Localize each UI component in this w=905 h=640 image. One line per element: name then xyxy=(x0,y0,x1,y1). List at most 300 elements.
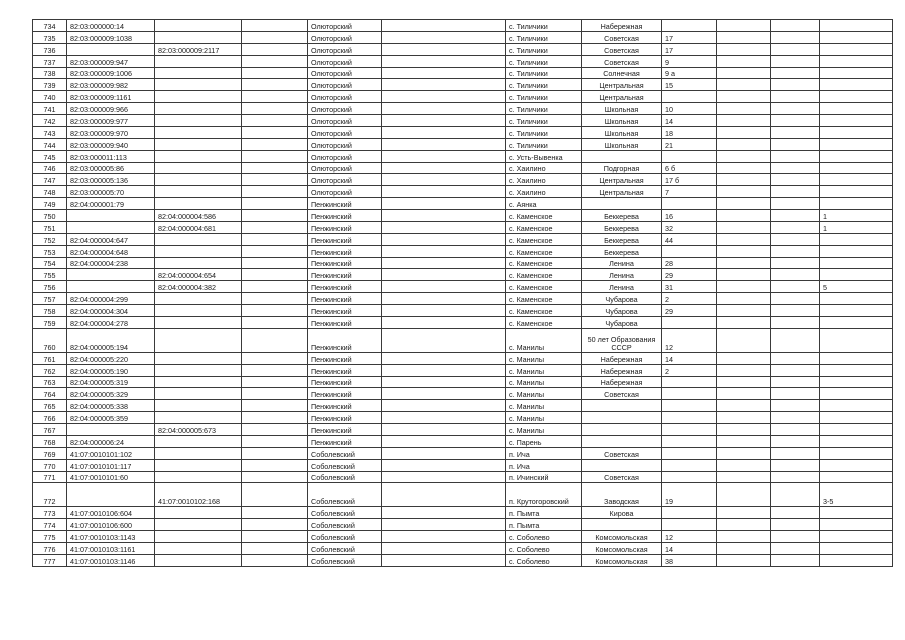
table-cell xyxy=(242,328,308,352)
table-cell: с. Хаилино xyxy=(506,186,582,198)
table-cell xyxy=(155,305,242,317)
table-row xyxy=(33,162,893,174)
table-cell xyxy=(155,388,242,400)
table-cell: 82:04:000005:220 xyxy=(67,352,155,364)
table-cell: 9 xyxy=(662,55,717,67)
table-cell xyxy=(820,507,893,519)
table-cell: 743 xyxy=(33,126,67,138)
table-cell: 746 xyxy=(33,162,67,174)
table-cell: 752 xyxy=(33,233,67,245)
table-cell xyxy=(382,424,506,436)
table-cell: п. Ича xyxy=(506,447,582,459)
table-cell xyxy=(382,554,506,566)
table-cell xyxy=(771,186,820,198)
table-cell xyxy=(155,233,242,245)
table-cell: п. Ича xyxy=(506,459,582,471)
table-cell: 741 xyxy=(33,103,67,115)
table-cell xyxy=(67,424,155,436)
table-cell xyxy=(662,316,717,328)
table-cell: 764 xyxy=(33,388,67,400)
table-cell: 754 xyxy=(33,257,67,269)
table-cell: Олюторский xyxy=(308,55,382,67)
table-cell: 17 б xyxy=(662,174,717,186)
table-cell xyxy=(771,174,820,186)
table-cell xyxy=(771,210,820,222)
table-cell: 19 xyxy=(662,483,717,507)
table-cell: 82:04:000004:278 xyxy=(67,316,155,328)
table-cell xyxy=(771,269,820,281)
table-cell: 745 xyxy=(33,150,67,162)
table-cell xyxy=(771,388,820,400)
table-cell: Пенжинский xyxy=(308,376,382,388)
table-cell: 769 xyxy=(33,447,67,459)
table-cell: Пенжинский xyxy=(308,233,382,245)
table-cell xyxy=(382,257,506,269)
table-cell: Соболевский xyxy=(308,543,382,555)
table-cell: 765 xyxy=(33,400,67,412)
table-cell xyxy=(382,305,506,317)
table-cell: 41:07:0010101:102 xyxy=(67,447,155,459)
table-cell: 32 xyxy=(662,221,717,233)
table-row xyxy=(33,281,893,293)
table-cell: 17 xyxy=(662,31,717,43)
table-cell: 14 xyxy=(662,115,717,127)
table-cell xyxy=(582,400,662,412)
table-cell xyxy=(717,103,771,115)
table-cell: с. Тиличики xyxy=(506,91,582,103)
table-cell xyxy=(155,435,242,447)
table-cell: с. Манилы xyxy=(506,412,582,424)
table-cell: Набережная xyxy=(582,352,662,364)
table-cell xyxy=(717,471,771,483)
table-cell xyxy=(242,257,308,269)
table-row xyxy=(33,447,893,459)
table-cell xyxy=(67,43,155,55)
table-cell xyxy=(662,459,717,471)
table-cell xyxy=(382,31,506,43)
table-cell xyxy=(717,174,771,186)
table-row xyxy=(33,531,893,543)
table-cell xyxy=(662,435,717,447)
table-cell xyxy=(820,519,893,531)
table-cell xyxy=(771,245,820,257)
table-row xyxy=(33,198,893,210)
table-row xyxy=(33,245,893,257)
table-cell: 758 xyxy=(33,305,67,317)
table-cell: Школьная xyxy=(582,103,662,115)
table-row xyxy=(33,150,893,162)
table-cell xyxy=(582,435,662,447)
table-cell: 82:03:000005:136 xyxy=(67,174,155,186)
table-cell xyxy=(820,531,893,543)
table-row xyxy=(33,388,893,400)
table-cell xyxy=(242,483,308,507)
table-cell xyxy=(771,150,820,162)
table-cell xyxy=(382,531,506,543)
table-cell: 763 xyxy=(33,376,67,388)
table-cell: Олюторский xyxy=(308,186,382,198)
table-cell: 14 xyxy=(662,543,717,555)
table-cell xyxy=(242,543,308,555)
table-cell: Пенжинский xyxy=(308,388,382,400)
table-cell xyxy=(820,543,893,555)
table-cell xyxy=(242,138,308,150)
table-cell: 31 xyxy=(662,281,717,293)
table-cell xyxy=(155,126,242,138)
table-cell xyxy=(820,43,893,55)
table-cell xyxy=(771,471,820,483)
table-cell: 755 xyxy=(33,269,67,281)
table-cell xyxy=(820,459,893,471)
table-cell xyxy=(382,519,506,531)
table-cell: Набережная xyxy=(582,376,662,388)
table-cell: п. Ичинский xyxy=(506,471,582,483)
table-cell xyxy=(242,364,308,376)
table-cell xyxy=(717,245,771,257)
table-cell xyxy=(382,328,506,352)
table-cell xyxy=(67,281,155,293)
table-cell xyxy=(242,233,308,245)
table-cell xyxy=(242,281,308,293)
table-cell: 739 xyxy=(33,79,67,91)
table-cell xyxy=(382,412,506,424)
table-cell xyxy=(717,162,771,174)
table-cell xyxy=(242,507,308,519)
table-cell xyxy=(717,67,771,79)
table-cell xyxy=(67,221,155,233)
table-cell xyxy=(771,20,820,32)
table-row xyxy=(33,305,893,317)
table-cell xyxy=(820,115,893,127)
table-cell xyxy=(382,316,506,328)
table-cell: 3-5 xyxy=(820,483,893,507)
table-cell xyxy=(582,459,662,471)
table-cell xyxy=(771,293,820,305)
table-row xyxy=(33,210,893,222)
table-cell: Олюторский xyxy=(308,174,382,186)
table-cell: с. Каменское xyxy=(506,210,582,222)
table-cell: 82:03:000000:14 xyxy=(67,20,155,32)
table-cell: 82:04:000004:681 xyxy=(155,221,242,233)
table-cell xyxy=(820,186,893,198)
table-cell: 82:04:000005:673 xyxy=(155,424,242,436)
table-cell: с. Хаилино xyxy=(506,174,582,186)
table-cell: Олюторский xyxy=(308,91,382,103)
table-cell: 744 xyxy=(33,138,67,150)
table-cell: Советская xyxy=(582,31,662,43)
table-cell xyxy=(820,293,893,305)
table-cell xyxy=(717,531,771,543)
table-cell xyxy=(382,352,506,364)
table-cell xyxy=(820,305,893,317)
table-cell: Соболевский xyxy=(308,507,382,519)
table-cell xyxy=(382,435,506,447)
table-cell: 82:03:000009:1038 xyxy=(67,31,155,43)
table-cell xyxy=(242,471,308,483)
table-cell xyxy=(242,91,308,103)
table-cell: 82:04:000005:194 xyxy=(67,328,155,352)
table-cell: Соболевский xyxy=(308,471,382,483)
table-cell: 38 xyxy=(662,554,717,566)
table-cell xyxy=(382,91,506,103)
table-cell xyxy=(820,91,893,103)
table-cell: с. Тиличики xyxy=(506,20,582,32)
table-cell xyxy=(771,103,820,115)
table-cell xyxy=(717,293,771,305)
table-cell: Советская xyxy=(582,447,662,459)
table-cell xyxy=(242,519,308,531)
table-cell xyxy=(242,435,308,447)
table-cell xyxy=(155,554,242,566)
table-cell xyxy=(717,543,771,555)
table-cell xyxy=(582,412,662,424)
table-cell xyxy=(771,507,820,519)
table-cell xyxy=(242,186,308,198)
table-cell xyxy=(382,245,506,257)
table-cell: Пенжинский xyxy=(308,352,382,364)
registry-table xyxy=(32,19,893,567)
table-row xyxy=(33,412,893,424)
table-cell: с. Аянка xyxy=(506,198,582,210)
table-cell: 41:07:0010102:168 xyxy=(155,483,242,507)
table-cell: 15 xyxy=(662,79,717,91)
table-cell xyxy=(717,554,771,566)
table-cell xyxy=(717,198,771,210)
table-cell: 82:03:000005:70 xyxy=(67,186,155,198)
table-cell: Соболевский xyxy=(308,554,382,566)
table-cell xyxy=(155,79,242,91)
table-cell xyxy=(820,126,893,138)
table-cell xyxy=(155,293,242,305)
table-cell xyxy=(155,245,242,257)
table-cell: с. Тиличики xyxy=(506,43,582,55)
table-cell xyxy=(717,20,771,32)
table-cell: с. Каменское xyxy=(506,269,582,281)
table-cell: 747 xyxy=(33,174,67,186)
table-cell: 10 xyxy=(662,103,717,115)
table-cell xyxy=(155,162,242,174)
table-cell: 772 xyxy=(33,483,67,507)
table-cell: 82:04:000001:79 xyxy=(67,198,155,210)
table-cell xyxy=(155,31,242,43)
table-cell xyxy=(242,221,308,233)
table-cell xyxy=(662,245,717,257)
table-cell xyxy=(820,257,893,269)
table-cell xyxy=(242,79,308,91)
table-cell xyxy=(717,210,771,222)
table-cell: 82:04:000005:319 xyxy=(67,376,155,388)
table-cell: с. Каменское xyxy=(506,281,582,293)
table-cell xyxy=(717,221,771,233)
table-row xyxy=(33,126,893,138)
table-cell xyxy=(242,115,308,127)
table-row xyxy=(33,400,893,412)
table-cell xyxy=(717,507,771,519)
table-cell xyxy=(155,543,242,555)
table-cell: 44 xyxy=(662,233,717,245)
table-row xyxy=(33,507,893,519)
table-cell: 82:03:000009:940 xyxy=(67,138,155,150)
table-cell xyxy=(820,376,893,388)
table-cell xyxy=(242,43,308,55)
table-cell xyxy=(717,352,771,364)
table-cell: Олюторский xyxy=(308,43,382,55)
table-cell: Солнечная xyxy=(582,67,662,79)
table-cell: 749 xyxy=(33,198,67,210)
table-cell xyxy=(771,79,820,91)
table-cell xyxy=(771,543,820,555)
table-cell xyxy=(382,55,506,67)
table-cell xyxy=(820,174,893,186)
table-cell xyxy=(717,388,771,400)
table-cell: с. Каменское xyxy=(506,245,582,257)
table-cell: 82:03:000009:947 xyxy=(67,55,155,67)
registry-table-body xyxy=(33,20,893,567)
table-row xyxy=(33,115,893,127)
table-cell: 82:04:000004:382 xyxy=(155,281,242,293)
table-cell xyxy=(155,316,242,328)
table-cell: 777 xyxy=(33,554,67,566)
table-cell xyxy=(717,31,771,43)
table-cell xyxy=(771,459,820,471)
table-cell xyxy=(242,305,308,317)
table-cell: с. Хаилино xyxy=(506,162,582,174)
table-cell xyxy=(662,376,717,388)
table-cell xyxy=(67,210,155,222)
table-cell xyxy=(382,471,506,483)
table-cell: 737 xyxy=(33,55,67,67)
table-cell: 82:04:000004:647 xyxy=(67,233,155,245)
table-cell: с. Соболево xyxy=(506,531,582,543)
table-cell: 1 xyxy=(820,210,893,222)
table-cell: Центральная xyxy=(582,79,662,91)
table-cell xyxy=(717,43,771,55)
table-cell xyxy=(382,198,506,210)
table-cell xyxy=(242,554,308,566)
table-cell xyxy=(382,210,506,222)
table-cell xyxy=(717,126,771,138)
table-cell xyxy=(717,459,771,471)
table-cell xyxy=(662,388,717,400)
table-cell: Комсомольская xyxy=(582,554,662,566)
table-row xyxy=(33,543,893,555)
table-cell xyxy=(382,447,506,459)
table-cell: Пенжинский xyxy=(308,257,382,269)
table-row xyxy=(33,55,893,67)
table-cell: 28 xyxy=(662,257,717,269)
table-cell: 5 xyxy=(820,281,893,293)
table-cell: 738 xyxy=(33,67,67,79)
table-row xyxy=(33,221,893,233)
table-cell: 82:04:000004:648 xyxy=(67,245,155,257)
table-cell xyxy=(242,459,308,471)
table-cell: 82:04:000004:299 xyxy=(67,293,155,305)
table-cell xyxy=(771,435,820,447)
table-row xyxy=(33,352,893,364)
table-cell xyxy=(771,55,820,67)
table-cell xyxy=(717,376,771,388)
table-cell: 82:04:000004:304 xyxy=(67,305,155,317)
table-cell: 7 xyxy=(662,186,717,198)
table-cell xyxy=(242,531,308,543)
table-cell: Комсомольская xyxy=(582,543,662,555)
table-cell: 1 xyxy=(820,221,893,233)
table-cell: Олюторский xyxy=(308,138,382,150)
table-cell xyxy=(771,221,820,233)
table-row xyxy=(33,459,893,471)
table-cell xyxy=(662,507,717,519)
table-cell: Олюторский xyxy=(308,103,382,115)
table-cell: с. Тиличики xyxy=(506,67,582,79)
table-cell: 21 xyxy=(662,138,717,150)
table-cell: Подгорная xyxy=(582,162,662,174)
table-cell: Ленина xyxy=(582,281,662,293)
table-cell xyxy=(155,507,242,519)
table-cell: 82:03:000009:977 xyxy=(67,115,155,127)
table-cell xyxy=(155,531,242,543)
table-cell: с. Тиличики xyxy=(506,138,582,150)
table-cell xyxy=(820,103,893,115)
table-row xyxy=(33,233,893,245)
table-cell: Беккерева xyxy=(582,221,662,233)
table-cell: п. Крутогоровский xyxy=(506,483,582,507)
table-cell xyxy=(242,150,308,162)
table-cell: Пенжинский xyxy=(308,221,382,233)
table-cell xyxy=(771,412,820,424)
table-cell: Пенжинский xyxy=(308,400,382,412)
table-cell: 41:07:0010103:1146 xyxy=(67,554,155,566)
table-cell xyxy=(717,305,771,317)
table-cell: 41:07:0010106:600 xyxy=(67,519,155,531)
table-cell: 12 xyxy=(662,531,717,543)
table-cell: с. Манилы xyxy=(506,364,582,376)
table-cell: 14 xyxy=(662,352,717,364)
table-cell: 742 xyxy=(33,115,67,127)
table-cell xyxy=(662,20,717,32)
table-cell: с. Каменское xyxy=(506,305,582,317)
table-cell xyxy=(771,162,820,174)
table-row xyxy=(33,293,893,305)
table-cell: 29 xyxy=(662,269,717,281)
table-cell xyxy=(771,91,820,103)
table-row xyxy=(33,31,893,43)
table-cell: Пенжинский xyxy=(308,424,382,436)
table-cell xyxy=(771,376,820,388)
table-cell: 740 xyxy=(33,91,67,103)
table-cell xyxy=(155,150,242,162)
table-cell xyxy=(242,447,308,459)
table-cell xyxy=(820,412,893,424)
table-row xyxy=(33,328,893,352)
table-cell xyxy=(820,435,893,447)
table-cell: 776 xyxy=(33,543,67,555)
table-cell: 82:04:000004:238 xyxy=(67,257,155,269)
table-cell: 750 xyxy=(33,210,67,222)
table-cell: 82:03:000009:1161 xyxy=(67,91,155,103)
table-cell xyxy=(717,115,771,127)
table-cell: Комсомольская xyxy=(582,531,662,543)
table-cell: с. Каменское xyxy=(506,316,582,328)
table-cell: Пенжинский xyxy=(308,281,382,293)
table-cell: Олюторский xyxy=(308,162,382,174)
table-cell xyxy=(820,364,893,376)
table-cell xyxy=(67,269,155,281)
table-cell xyxy=(242,245,308,257)
table-cell: 762 xyxy=(33,364,67,376)
table-cell xyxy=(771,424,820,436)
table-cell xyxy=(582,150,662,162)
table-cell: 760 xyxy=(33,328,67,352)
